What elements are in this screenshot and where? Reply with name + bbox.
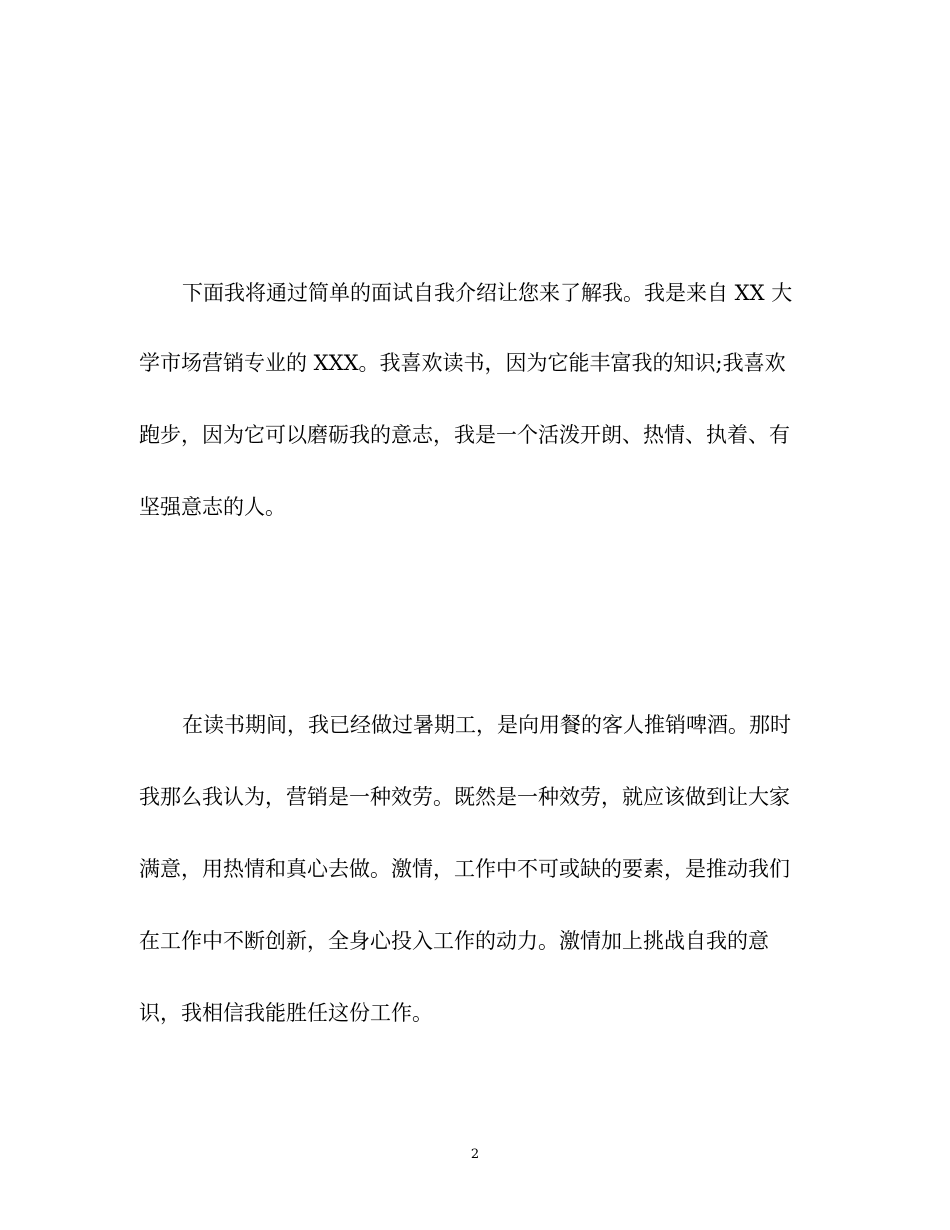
paragraph-line: 坚强意志的人。 — [139, 495, 286, 519]
paragraph-line: 在工作中不断创新，全身心投入工作的动力。激情加上挑战自我的意 — [139, 929, 769, 953]
paragraph-line: 满意，用热情和真心去做。激情，工作中不可或缺的要素，是推动我们 — [139, 857, 790, 881]
paragraph-line: 下面我将通过简单的面试自我介绍让您来了解我。我是来自 XX 大 — [182, 281, 793, 305]
paragraph-line: 识，我相信我能胜任这份工作。 — [139, 1001, 433, 1025]
paragraph-line: 跑步，因为它可以磨砺我的意志，我是一个活泼开朗、热情、执着、有 — [139, 423, 790, 447]
paragraph-line: 在读书期间，我已经做过暑期工，是向用餐的客人推销啤酒。那时 — [182, 713, 791, 737]
page-number: 2 — [470, 1147, 480, 1162]
paragraph-line: 我那么我认为，营销是一种效劳。既然是一种效劳，就应该做到让大家 — [139, 785, 790, 809]
paragraph-line: 学市场营销专业的 XXX。我喜欢读书，因为它能丰富我的知识;我喜欢 — [139, 351, 786, 375]
